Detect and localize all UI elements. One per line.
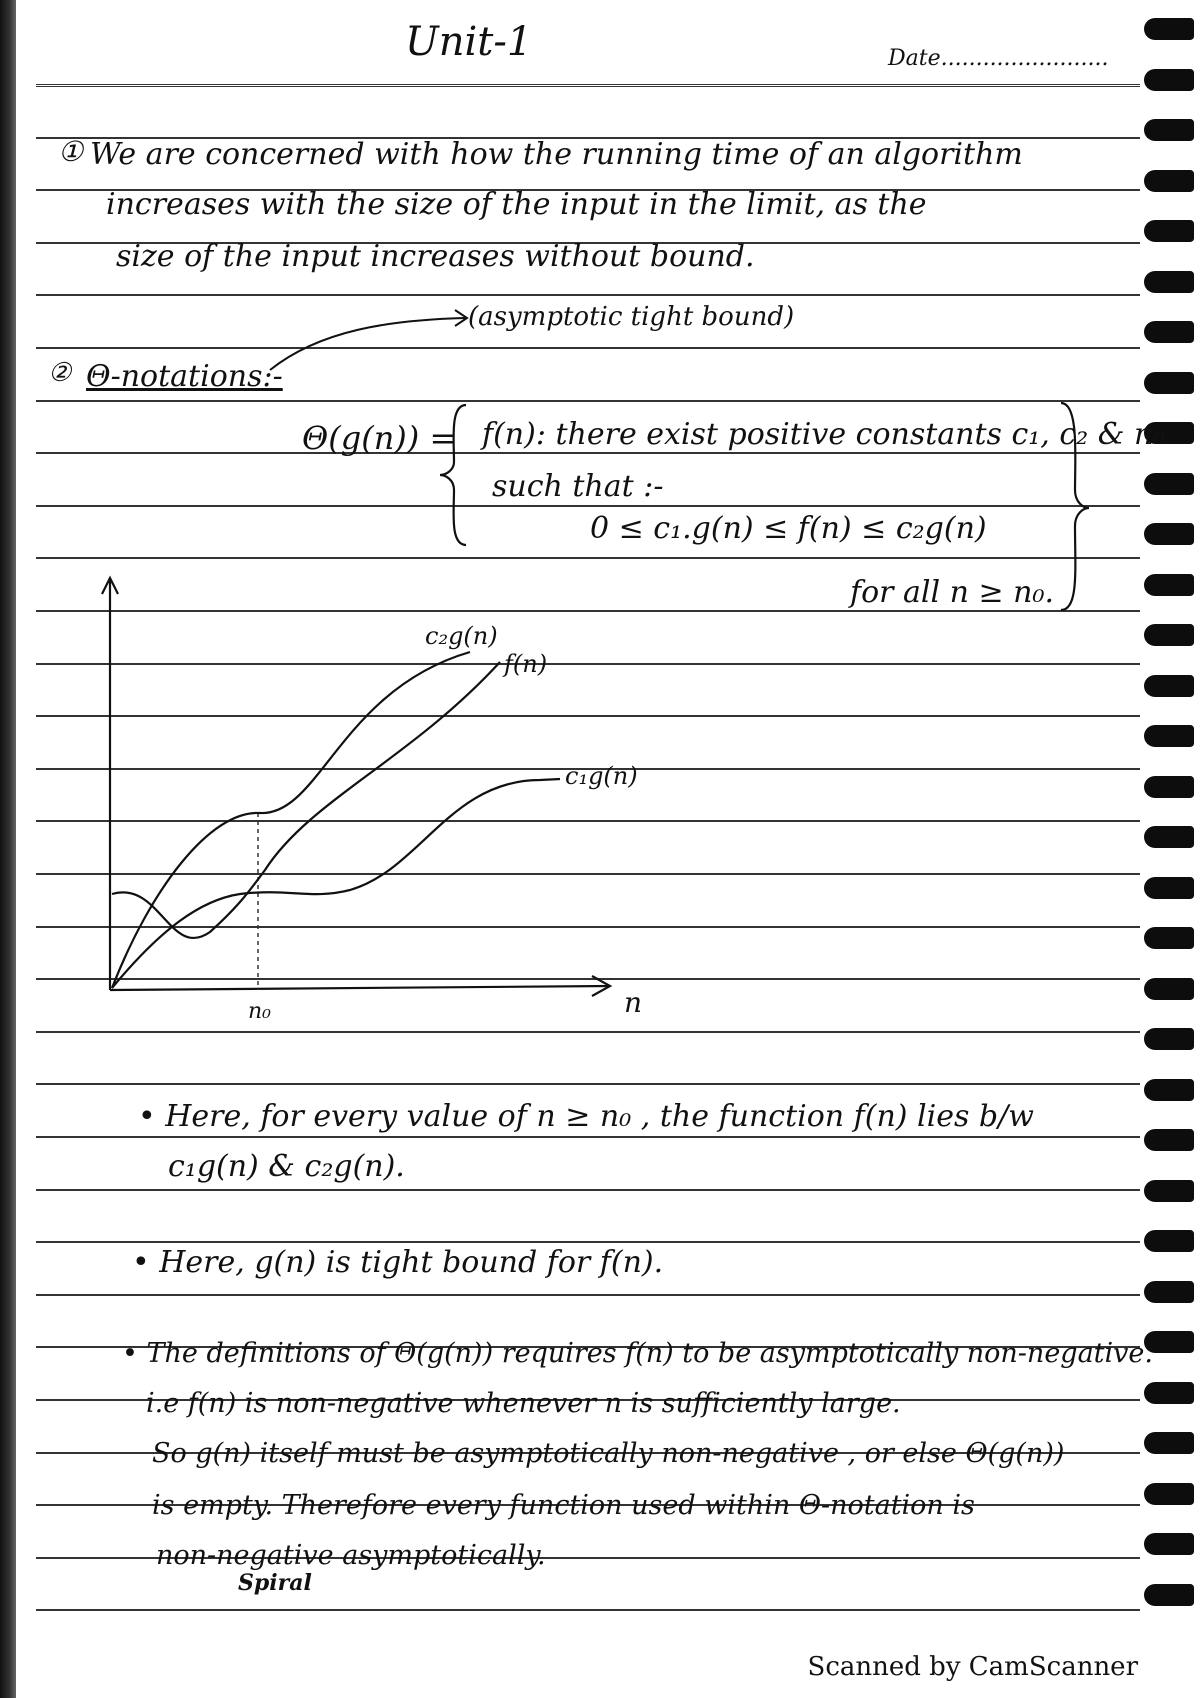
section1-line-2: increases with the size of the input in the limit, as the xyxy=(106,187,927,222)
bullet-3-line-4: is empty. Therefore every function used within Θ-notation is xyxy=(152,1490,975,1521)
notebook-brand-logo: Spiral xyxy=(238,1570,312,1596)
theta-notation-graph xyxy=(90,560,690,1020)
spiral-ring xyxy=(1144,1230,1194,1252)
bullet-3-line-1: • The definitions of Θ(g(n)) requires f(n) to be asymptotically non-negative. xyxy=(122,1338,1153,1369)
page-left-shadow xyxy=(0,0,16,1698)
spiral-ring xyxy=(1144,624,1194,646)
spiral-ring xyxy=(1144,271,1194,293)
ruled-line xyxy=(36,1241,1140,1243)
spiral-ring xyxy=(1144,220,1194,242)
ruled-line xyxy=(36,505,1140,507)
spiral-ring xyxy=(1144,523,1194,545)
spiral-ring xyxy=(1144,372,1194,394)
section1-line-3: size of the input increases without bound. xyxy=(116,239,755,274)
section1-number: ① xyxy=(58,135,84,168)
ruled-line xyxy=(36,347,1140,349)
spiral-ring xyxy=(1144,574,1194,596)
asymptotic-tight-bound-note: (asymptotic tight bound) xyxy=(468,302,795,332)
bullet-1-line-1: • Here, for every value of n ≥ n₀ , the function f(n) lies b/w xyxy=(138,1099,1034,1134)
spiral-ring xyxy=(1144,1180,1194,1202)
spiral-ring xyxy=(1144,1533,1194,1555)
theta-definition-lhs: Θ(g(n)) = xyxy=(302,419,457,457)
spiral-ring xyxy=(1144,1129,1194,1151)
x-axis-label: n xyxy=(624,986,643,1019)
spiral-ring xyxy=(1144,1079,1194,1101)
section2-number: ② xyxy=(48,358,72,388)
ruled-line xyxy=(36,1294,1140,1296)
spiral-ring xyxy=(1144,321,1194,343)
page-title: Unit-1 xyxy=(405,19,533,65)
spiral-ring xyxy=(1144,1382,1194,1404)
scanner-watermark: Scanned by CamScanner xyxy=(807,1652,1138,1682)
spiral-ring xyxy=(1144,69,1194,91)
spiral-ring xyxy=(1144,978,1194,1000)
series-label-c2g: c₂g(n) xyxy=(425,622,498,650)
right-brace xyxy=(1055,398,1095,618)
spiral-ring xyxy=(1144,725,1194,747)
series-line-f xyxy=(112,662,500,938)
definition-for-all: for all n ≥ n₀. xyxy=(850,575,1055,610)
bullet-3-line-5: non-negative asymptotically. xyxy=(156,1540,546,1571)
x-tick-label-n0: n₀ xyxy=(248,999,271,1020)
spiral-ring xyxy=(1144,170,1194,192)
definition-line-1: f(n): there exist positive constants c₁, c₂ & n₀ xyxy=(482,417,1166,452)
bullet-2-line-1: • Here, g(n) is tight bound for f(n). xyxy=(132,1245,664,1280)
ruled-line xyxy=(36,1136,1140,1138)
series-line-c2g xyxy=(112,652,470,988)
spiral-ring xyxy=(1144,473,1194,495)
spiral-ring xyxy=(1144,18,1194,40)
date-field: Date........................ xyxy=(888,46,1109,71)
spiral-ring xyxy=(1144,1483,1194,1505)
spiral-binding xyxy=(1140,18,1200,1658)
spiral-ring xyxy=(1144,675,1194,697)
spiral-ring xyxy=(1144,1432,1194,1454)
definition-inequality: 0 ≤ c₁.g(n) ≤ f(n) ≤ c₂g(n) xyxy=(590,511,987,546)
x-axis xyxy=(110,976,610,996)
bullet-1-line-2: c₁g(n) & c₂g(n). xyxy=(168,1149,405,1184)
series-line-c1g xyxy=(112,779,560,988)
spiral-ring xyxy=(1144,826,1194,848)
theta-notation-heading: Θ-notations:- xyxy=(86,359,283,394)
bullet-3-line-3: So g(n) itself must be asymptotically non-negative , or else Θ(g(n)) xyxy=(152,1438,1065,1469)
ruled-line xyxy=(36,84,1140,87)
section1-line-1: We are concerned with how the running time of an algorithm xyxy=(90,137,1023,172)
spiral-ring xyxy=(1144,1584,1194,1606)
ruled-line xyxy=(36,400,1140,402)
ruled-line xyxy=(36,1189,1140,1191)
spiral-ring xyxy=(1144,1028,1194,1050)
definition-line-2: such that :- xyxy=(492,469,664,504)
spiral-ring xyxy=(1144,1281,1194,1303)
spiral-ring xyxy=(1144,776,1194,798)
bullet-3-line-2: i.e f(n) is non-negative whenever n is sufficiently large. xyxy=(146,1388,901,1419)
ruled-line xyxy=(36,1083,1140,1085)
series-label-f: f(n) xyxy=(504,650,548,678)
spiral-ring xyxy=(1144,119,1194,141)
left-brace xyxy=(436,400,476,550)
y-axis xyxy=(102,578,118,990)
spiral-ring xyxy=(1144,877,1194,899)
series-label-c1g: c₁g(n) xyxy=(565,762,638,790)
ruled-line xyxy=(36,294,1140,296)
annotation-arrow xyxy=(260,300,480,380)
spiral-ring xyxy=(1144,927,1194,949)
ruled-line xyxy=(36,452,1140,454)
ruled-line xyxy=(36,1031,1140,1033)
ruled-line xyxy=(36,1609,1140,1611)
